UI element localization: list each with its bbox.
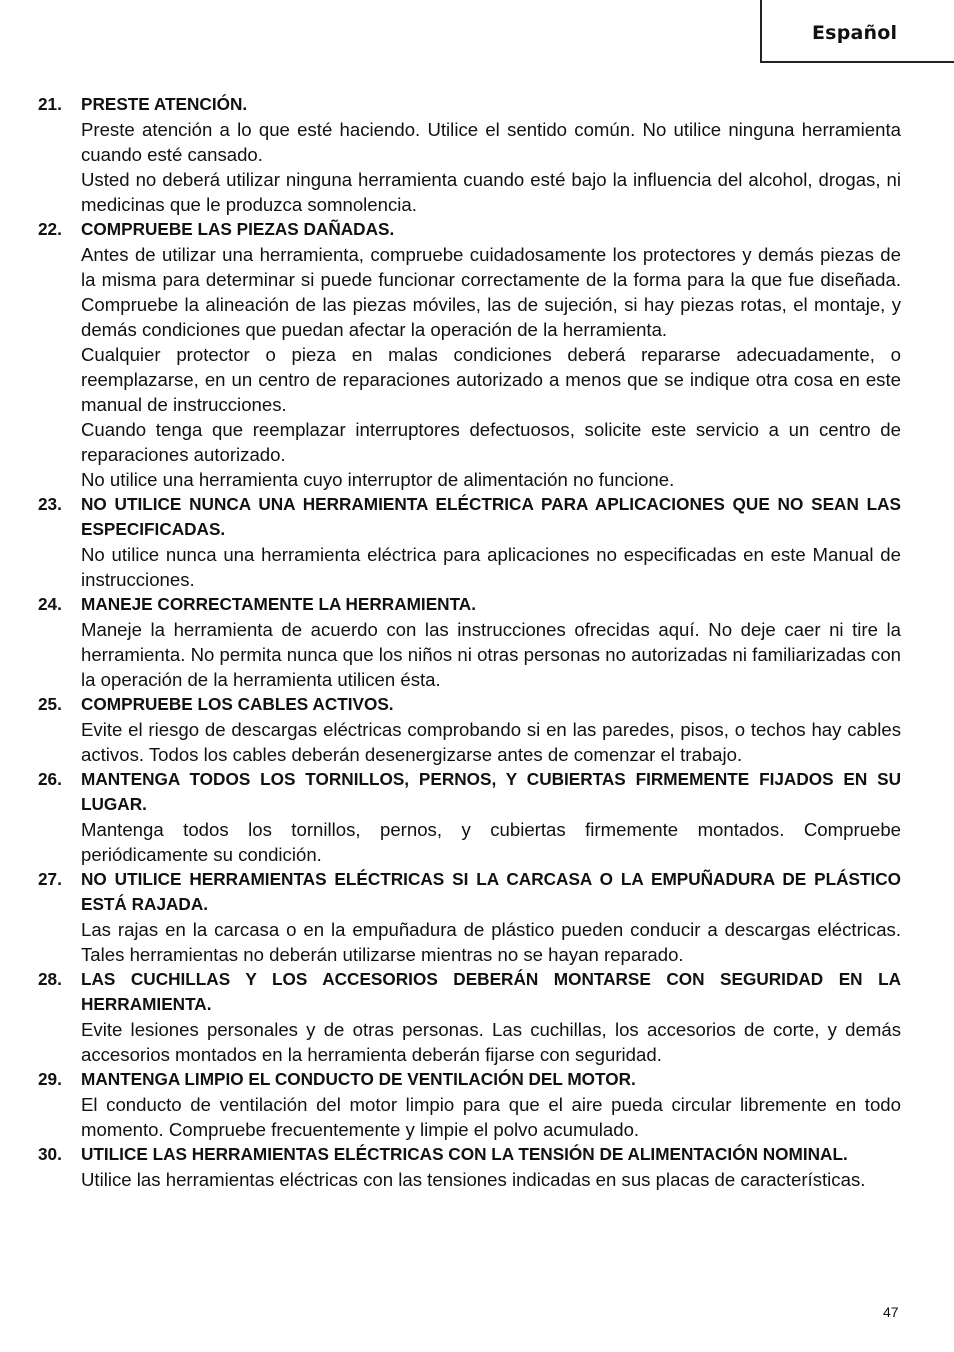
- list-item: [38, 1067, 901, 1142]
- item-paragraph: Utilice las herramientas eléctricas con las tensiones indicadas en sus placas de características.: [81, 1169, 866, 1190]
- list-item: [38, 592, 901, 692]
- item-paragraph: Antes de utilizar una herramienta, compruebe cuidadosamente los protectores y demás piezas de la misma para determinar si puede funcionar correctamente de la forma para la que fue diseñada. Compruebe la alineación de las piezas móviles, las de sujeción, si hay piezas rotas, el montaje, y demás condiciones que puedan afectar la operación de la herramienta.: [81, 244, 901, 340]
- language-label: Español: [812, 22, 898, 44]
- item-number: 22.: [38, 219, 62, 239]
- list-item: [38, 1142, 901, 1192]
- item-number: 25.: [38, 694, 62, 714]
- item-number: 24.: [38, 594, 62, 614]
- list-item: [38, 767, 901, 867]
- item-paragraph: El conducto de ventilación del motor limpio para que el aire pueda circular libremente en todo momento. Compruebe frecuentemente y limpie el polvo acumulado.: [81, 1094, 901, 1140]
- item-number: 29.: [38, 1069, 62, 1089]
- item-title: NO UTILICE HERRAMIENTAS ELÉCTRICAS SI LA CARCASA O LA EMPUÑADURA DE PLÁSTICO ESTÁ RAJADA.: [81, 869, 901, 914]
- list-item: [38, 92, 901, 217]
- item-number: 23.: [38, 494, 62, 514]
- item-title: UTILICE LAS HERRAMIENTAS ELÉCTRICAS CON LA TENSIÓN DE ALIMENTACIÓN NOMINAL.: [81, 1144, 848, 1164]
- item-number: 30.: [38, 1144, 62, 1164]
- list-item: [38, 692, 901, 767]
- item-title: PRESTE ATENCIÓN.: [81, 94, 248, 114]
- item-title: COMPRUEBE LAS PIEZAS DAÑADAS.: [81, 219, 395, 239]
- list-item: [38, 217, 901, 492]
- list-item: [38, 867, 901, 967]
- item-paragraph: Usted no deberá utilizar ninguna herramienta cuando esté bajo la influencia del alcohol, drogas, ni medicinas que le produzca somnolencia.: [81, 169, 901, 215]
- item-paragraph: Maneje la herramienta de acuerdo con las instrucciones ofrecidas aquí. No deje caer ni tire la herramienta. No permita nunca que los niños ni otras personas no autorizadas ni familiarizadas con la operación de la herramienta utilicen ésta.: [81, 619, 901, 690]
- item-paragraph: No utilice nunca una herramienta eléctrica para aplicaciones no especificadas en este Manual de instrucciones.: [81, 544, 901, 590]
- list-item: [38, 967, 901, 1067]
- item-title: MANTENGA LIMPIO EL CONDUCTO DE VENTILACIÓN DEL MOTOR.: [81, 1069, 636, 1089]
- item-title: MANEJE CORRECTAMENTE LA HERRAMIENTA.: [81, 594, 476, 614]
- item-title: LAS CUCHILLAS Y LOS ACCESORIOS DEBERÁN MONTARSE CON SEGURIDAD EN LA HERRAMIENTA.: [81, 969, 901, 1014]
- item-title: MANTENGA TODOS LOS TORNILLOS, PERNOS, Y CUBIERTAS FIRMEMENTE FIJADOS EN SU LUGAR.: [81, 769, 901, 814]
- item-paragraph: Evite el riesgo de descargas eléctricas comprobando si en las paredes, pisos, o techos hay cables activos. Todos los cables deberán desenergizarse antes de comenzar el trabajo.: [81, 719, 901, 765]
- item-paragraph: No utilice una herramienta cuyo interruptor de alimentación no funcione.: [81, 469, 675, 490]
- item-number: 26.: [38, 769, 62, 789]
- safety-instructions-list: [38, 92, 901, 1192]
- item-number: 21.: [38, 94, 62, 114]
- item-number: 28.: [38, 969, 62, 989]
- item-paragraph: Mantenga todos los tornillos, pernos, y cubiertas firmemente montados. Compruebe periódicamente su condición.: [81, 819, 901, 865]
- item-paragraph: Cuando tenga que reemplazar interruptores defectuosos, solicite este servicio a un centro de reparaciones autorizado.: [81, 419, 901, 465]
- item-paragraph: Las rajas en la carcasa o en la empuñadura de plástico pueden conducir a descargas eléctricas. Tales herramientas no deberán utilizarse mientras no se hayan reparado.: [81, 919, 901, 965]
- page-number: 47: [883, 1304, 899, 1320]
- list-item: [38, 492, 901, 592]
- item-paragraph: Preste atención a lo que esté haciendo. Utilice el sentido común. No utilice ninguna herramienta cuando esté cansado.: [81, 119, 901, 165]
- item-paragraph: Evite lesiones personales y de otras personas. Las cuchillas, los accesorios de corte, y demás accesorios montados en la herramienta deberán fijarse con seguridad.: [81, 1019, 901, 1065]
- item-title: NO UTILICE NUNCA UNA HERRAMIENTA ELÉCTRICA PARA APLICACIONES QUE NO SEAN LAS ESPECIFICADAS.: [81, 494, 901, 539]
- item-title: COMPRUEBE LOS CABLES ACTIVOS.: [81, 694, 394, 714]
- item-paragraph: Cualquier protector o pieza en malas condiciones deberá repararse adecuadamente, o reemplazarse, en un centro de reparaciones autorizado a menos que se indique otra cosa en este manual de instrucciones.: [81, 344, 901, 415]
- item-number: 27.: [38, 869, 62, 889]
